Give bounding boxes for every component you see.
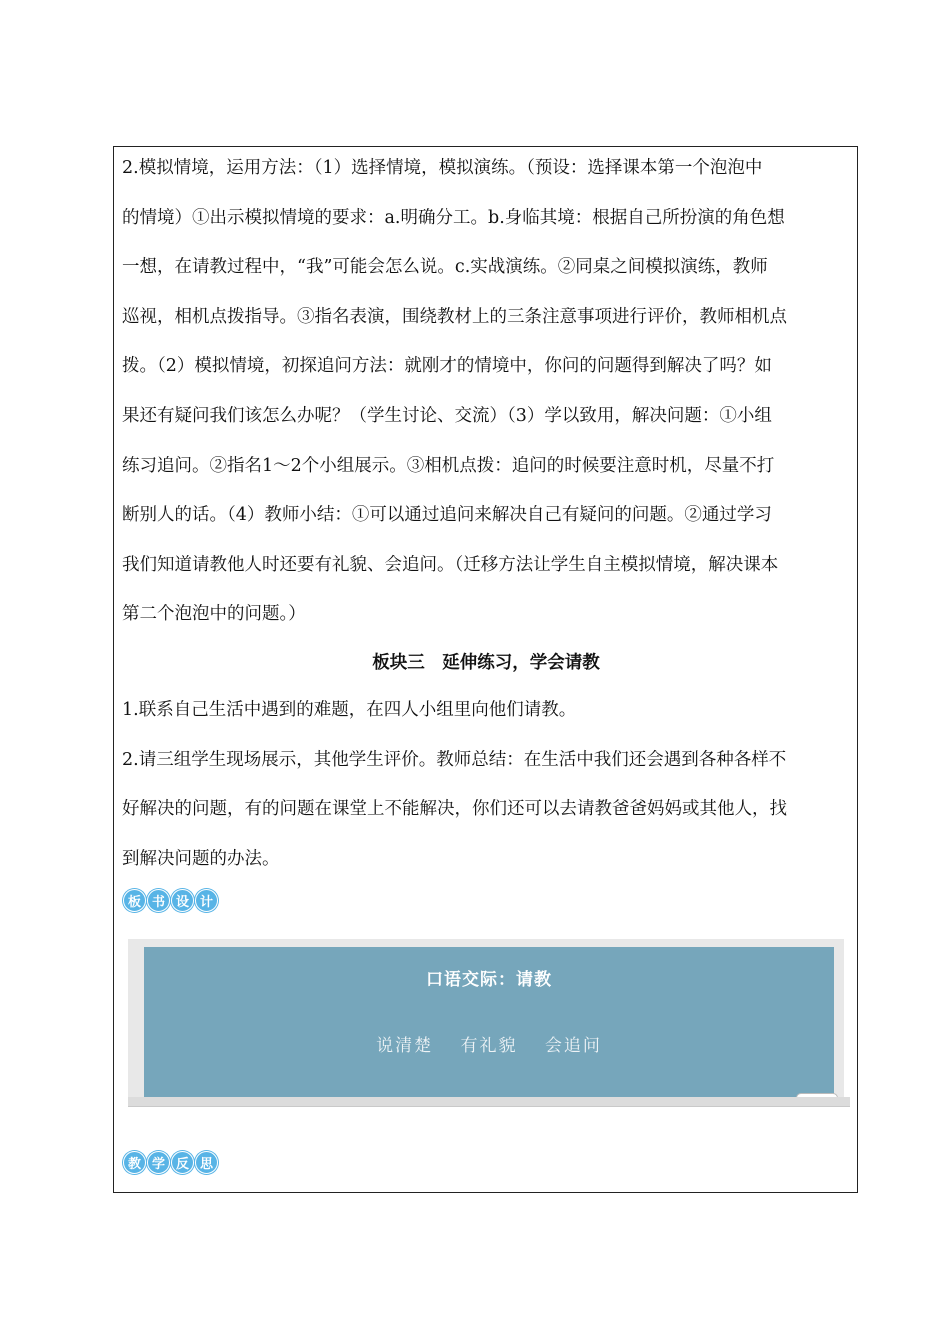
document-content <box>122 147 850 884</box>
text-line: 好解决的问题，有的问题在课堂上不能解决，你们还可以去请教爸爸妈妈或其他人，找 <box>122 799 787 820</box>
text-line: 巡视，相机点拨指导。③指名表演，围绕教材上的三条注意事项进行评价，教师相机点 <box>122 306 787 327</box>
text-line: 练习追问。②指名1～2个小组展示。③相机点拨：追问的时候要注意时机，尽量不打 <box>122 455 775 476</box>
text-line: 拨。（2）模拟情境，初探追问方法：就刚才的情境中，你问的问题得到解决了吗？如 <box>122 356 772 377</box>
text-line: 一想，在请教过程中，“我”可能会怎么说。c.实战演练。②同桌之间模拟演练，教师 <box>122 257 768 278</box>
blackboard-point: 会追问 <box>544 1036 602 1056</box>
text-line: 果还有疑问我们该怎么办呢？（学生讨论、交流）（3）学以致用，解决问题：①小组 <box>122 405 772 426</box>
item-1 <box>122 686 850 736</box>
blackboard-point: 有礼貌 <box>460 1036 518 1056</box>
badge-char: 教 <box>123 1151 146 1174</box>
text-line: 到解决问题的办法。 <box>122 848 280 869</box>
paragraph-simulation <box>122 144 850 640</box>
item-2 <box>122 736 850 885</box>
badge-char: 思 <box>195 1151 218 1174</box>
text-line: 我们知道请教他人时还要有礼貌、会追问。（迁移方法让学生自主模拟情境，解决课本 <box>122 554 779 575</box>
text-line: 2.请三组学生现场展示，其他学生评价。教师总结：在生活中我们还会遇到各种各样不 <box>122 749 787 770</box>
blackboard-ledge <box>128 1097 850 1107</box>
badge-char: 板 <box>123 889 146 912</box>
badge-char: 设 <box>171 889 194 912</box>
badge-char: 书 <box>147 889 170 912</box>
blackboard-point: 说清楚 <box>376 1036 434 1056</box>
document-frame <box>113 146 858 1193</box>
text-line: 2.模拟情境，运用方法：（1）选择情境，模拟演练。（预设：选择课本第一个泡泡中 <box>122 158 763 178</box>
blackboard-title: 口语交际：请教 <box>426 970 552 990</box>
badge-char: 学 <box>147 1151 170 1174</box>
badge-reflection <box>123 1151 218 1174</box>
blackboard <box>128 939 850 1111</box>
badge-board-design <box>123 889 218 912</box>
text-line: 1.联系自己生活中遇到的难题，在四人小组里向他们请教。 <box>122 699 577 720</box>
text-line: 断别人的话。（4）教师小结：①可以通过追问来解决自己有疑问的问题。②通过学习 <box>122 505 772 526</box>
section-heading: 板块三 延伸练习，学会请教 <box>372 652 600 673</box>
badge-char: 计 <box>195 889 218 912</box>
blackboard-points <box>144 1031 834 1056</box>
text-line: 第二个泡泡中的问题。） <box>122 604 306 625</box>
blackboard-surface <box>144 947 834 1097</box>
text-line: 的情境）①出示模拟情境的要求：a.明确分工。b.身临其境：根据自己所扮演的角色想 <box>122 207 785 228</box>
badge-char: 反 <box>171 1151 194 1174</box>
